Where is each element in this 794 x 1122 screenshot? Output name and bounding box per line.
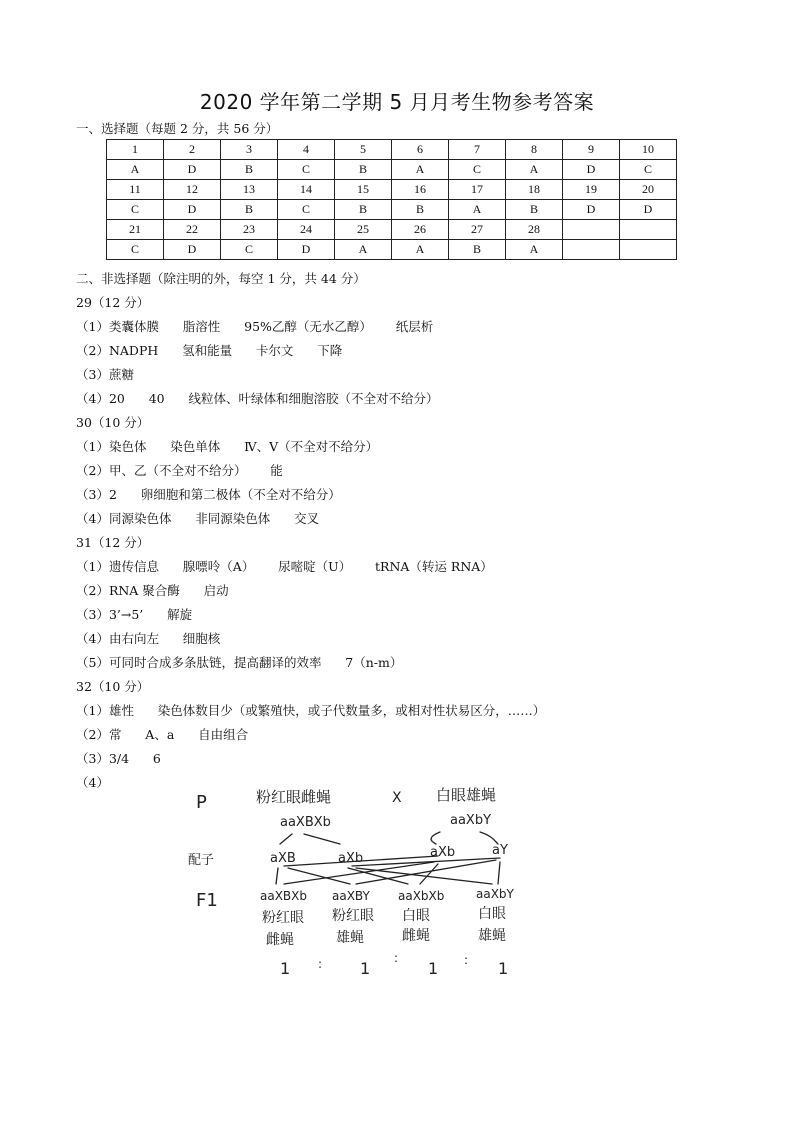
offspring-genotype-2: aaXBY — [332, 889, 370, 903]
ratio-sep-3: : — [464, 953, 469, 967]
question-number-cell: 11 — [107, 180, 164, 200]
offspring-phenotype-3b: 雌蝇 — [402, 928, 430, 944]
question-number-cell: 13 — [221, 180, 278, 200]
offspring-phenotype-4a: 白眼 — [478, 906, 506, 922]
arrow-p2-g3 — [431, 832, 440, 844]
answer-cell: B — [392, 200, 449, 220]
p-label: P — [196, 792, 207, 813]
q30-heading: 30（10 分） — [76, 415, 150, 430]
question-number-cell: 10 — [620, 140, 677, 160]
question-number-cell: 15 — [335, 180, 392, 200]
offspring-phenotype-1b: 雌蝇 — [266, 932, 294, 948]
parent1-phenotype: 粉红眼雌蝇 — [256, 788, 332, 806]
answer-cell: A — [449, 200, 506, 220]
answer-cell: B — [506, 200, 563, 220]
answer-cell: D — [164, 240, 221, 260]
ratio-sep-1: : — [318, 957, 323, 971]
answer-cell: A — [107, 160, 164, 180]
question-number-cell: 18 — [506, 180, 563, 200]
question-number-cell: 23 — [221, 220, 278, 240]
q31-answer-3: （3）3’→5’ 解旋 — [76, 607, 193, 622]
answer-cell: C — [278, 160, 335, 180]
question-number-cell: 6 — [392, 140, 449, 160]
q30-answer-3: （3）2 卵细胞和第二极体（不全对不给分） — [76, 487, 341, 502]
answer-cell: A — [506, 240, 563, 260]
q29-answer-4: （4）20 40 线粒体、叶绿体和细胞溶胶（不全对不给分） — [76, 391, 439, 406]
parent2-phenotype: 白眼雄蝇 — [436, 786, 497, 804]
q29-heading: 29（12 分） — [76, 295, 150, 310]
cross-line-5 — [352, 858, 500, 866]
offspring-phenotype-3a: 白眼 — [402, 908, 430, 924]
question-number-cell: 28 — [506, 220, 563, 240]
answer-cell — [563, 240, 620, 260]
page-title: 2020 学年第二学期 5 月月考生物参考答案 — [199, 90, 595, 114]
question-number-cell: 20 — [620, 180, 677, 200]
arrow-p1-g1 — [280, 834, 292, 844]
gamete-3: aXb — [430, 845, 456, 860]
answer-cell: A — [335, 240, 392, 260]
question-number-cell: 26 — [392, 220, 449, 240]
question-number-cell: 12 — [164, 180, 221, 200]
ratio-sep-2: : — [394, 951, 399, 965]
answer-cell: D — [620, 200, 677, 220]
arrow-p1-g2 — [304, 834, 340, 844]
answer-cell: D — [563, 160, 620, 180]
answer-cell: C — [107, 240, 164, 260]
answer-table — [106, 139, 677, 260]
answer-cell: C — [221, 240, 278, 260]
parent1-genotype: aaXBXb — [280, 815, 331, 830]
q30-answer-4: （4）同源染色体 非同源染色体 交叉 — [76, 511, 320, 526]
answer-row — [107, 160, 677, 180]
q32-heading: 32（10 分） — [76, 679, 150, 694]
answer-cell: D — [563, 200, 620, 220]
answer-cell: B — [335, 200, 392, 220]
q32-answer-3: （3）3/4 6 — [76, 751, 161, 766]
gamete-2: aXb — [338, 851, 364, 866]
question-number-cell: 3 — [221, 140, 278, 160]
answer-cell: B — [221, 160, 278, 180]
answer-cell: C — [278, 200, 335, 220]
question-number-cell: 2 — [164, 140, 221, 160]
question-number-row — [107, 140, 677, 160]
q32-answer-1: （1）雄性 染色体数目少（或繁殖快，或子代数量多，或相对性状易区分，……） — [76, 703, 546, 718]
answer-cell: A — [392, 160, 449, 180]
answer-cell: D — [278, 240, 335, 260]
answer-cell: C — [620, 160, 677, 180]
answer-cell — [620, 240, 677, 260]
q31-heading: 31（12 分） — [76, 535, 150, 550]
q30-answer-2: （2）甲、乙（不全对不给分） 能 — [76, 463, 283, 478]
question-number-row — [107, 220, 677, 240]
offspring-genotype-3: aaXbXb — [398, 889, 445, 903]
q29-answer-3: （3）蔗糖 — [76, 367, 134, 382]
question-number-cell: 27 — [449, 220, 506, 240]
question-number-cell: 14 — [278, 180, 335, 200]
question-number-row — [107, 180, 677, 200]
answer-cell: D — [164, 200, 221, 220]
q32-answer-4-label: （4） — [76, 775, 109, 790]
q29-answer-1: （1）类囊体膜 脂溶性 95%乙醇（无水乙醇） 纸层析 — [76, 319, 434, 334]
parent2-genotype: aaXbY — [450, 813, 492, 828]
q29-answer-2: （2）NADPH 氢和能量 卡尔文 下降 — [76, 343, 343, 358]
q31-answer-4: （4）由右向左 细胞核 — [76, 631, 221, 646]
ratio-4: 1 — [498, 959, 509, 978]
answer-cell: B — [449, 240, 506, 260]
offspring-phenotype-2b: 雄蝇 — [336, 930, 364, 946]
section-2-heading: 二、非选择题（除注明的外，每空 1 分，共 44 分） — [76, 271, 366, 286]
answer-cell: A — [392, 240, 449, 260]
cross-line-1 — [276, 868, 278, 884]
question-number-cell: 1 — [107, 140, 164, 160]
gamete-1: aXB — [270, 851, 296, 866]
offspring-genotype-4: aaXbY — [476, 887, 514, 901]
question-number-cell: 8 — [506, 140, 563, 160]
question-number-cell — [563, 220, 620, 240]
offspring-phenotype-1a: 粉红眼 — [262, 910, 304, 926]
cross-symbol: X — [392, 790, 402, 806]
answer-cell: B — [221, 200, 278, 220]
ratio-3: 1 — [428, 959, 439, 978]
question-number-cell — [620, 220, 677, 240]
offspring-phenotype-4b: 雄蝇 — [478, 928, 506, 944]
section-1-heading: 一、选择题（每题 2 分，共 56 分） — [76, 121, 279, 136]
ratio-2: 1 — [360, 959, 371, 978]
gamete-label: 配子 — [188, 853, 215, 868]
f1-label: F1 — [196, 890, 218, 911]
answer-row — [107, 200, 677, 220]
answer-cell: B — [335, 160, 392, 180]
question-number-cell: 25 — [335, 220, 392, 240]
question-number-cell: 5 — [335, 140, 392, 160]
q31-answer-1: （1）遗传信息 腺嘌呤（A） 尿嘧啶（U） tRNA（转运 RNA） — [76, 559, 493, 574]
question-number-cell: 22 — [164, 220, 221, 240]
question-number-cell: 4 — [278, 140, 335, 160]
offspring-phenotype-2a: 粉红眼 — [332, 908, 374, 924]
offspring-genotype-1: aaXBXb — [260, 889, 307, 903]
ratio-1: 1 — [280, 959, 291, 978]
question-number-cell: 21 — [107, 220, 164, 240]
gamete-4: aY — [492, 843, 508, 858]
question-number-cell: 19 — [563, 180, 620, 200]
answer-cell: D — [164, 160, 221, 180]
q31-answer-2: （2）RNA 聚合酶 启动 — [76, 583, 229, 598]
answer-row — [107, 240, 677, 260]
q31-answer-5: （5）可同时合成多条肽链，提高翻译的效率 7（n-m） — [76, 655, 403, 670]
genetic-cross-diagram — [180, 778, 560, 983]
question-number-cell: 9 — [563, 140, 620, 160]
question-number-cell: 17 — [449, 180, 506, 200]
answer-cell: C — [449, 160, 506, 180]
cross-line-8 — [420, 864, 438, 884]
question-number-cell: 16 — [392, 180, 449, 200]
answer-cell: C — [107, 200, 164, 220]
q32-answer-2: （2）常 A、a 自由组合 — [76, 727, 249, 742]
question-number-cell: 24 — [278, 220, 335, 240]
q30-answer-1: （1）染色体 染色单体 Ⅳ、Ⅴ（不全对不给分） — [76, 439, 379, 454]
question-number-cell: 7 — [449, 140, 506, 160]
cross-line-10 — [498, 862, 500, 884]
answer-cell: A — [506, 160, 563, 180]
